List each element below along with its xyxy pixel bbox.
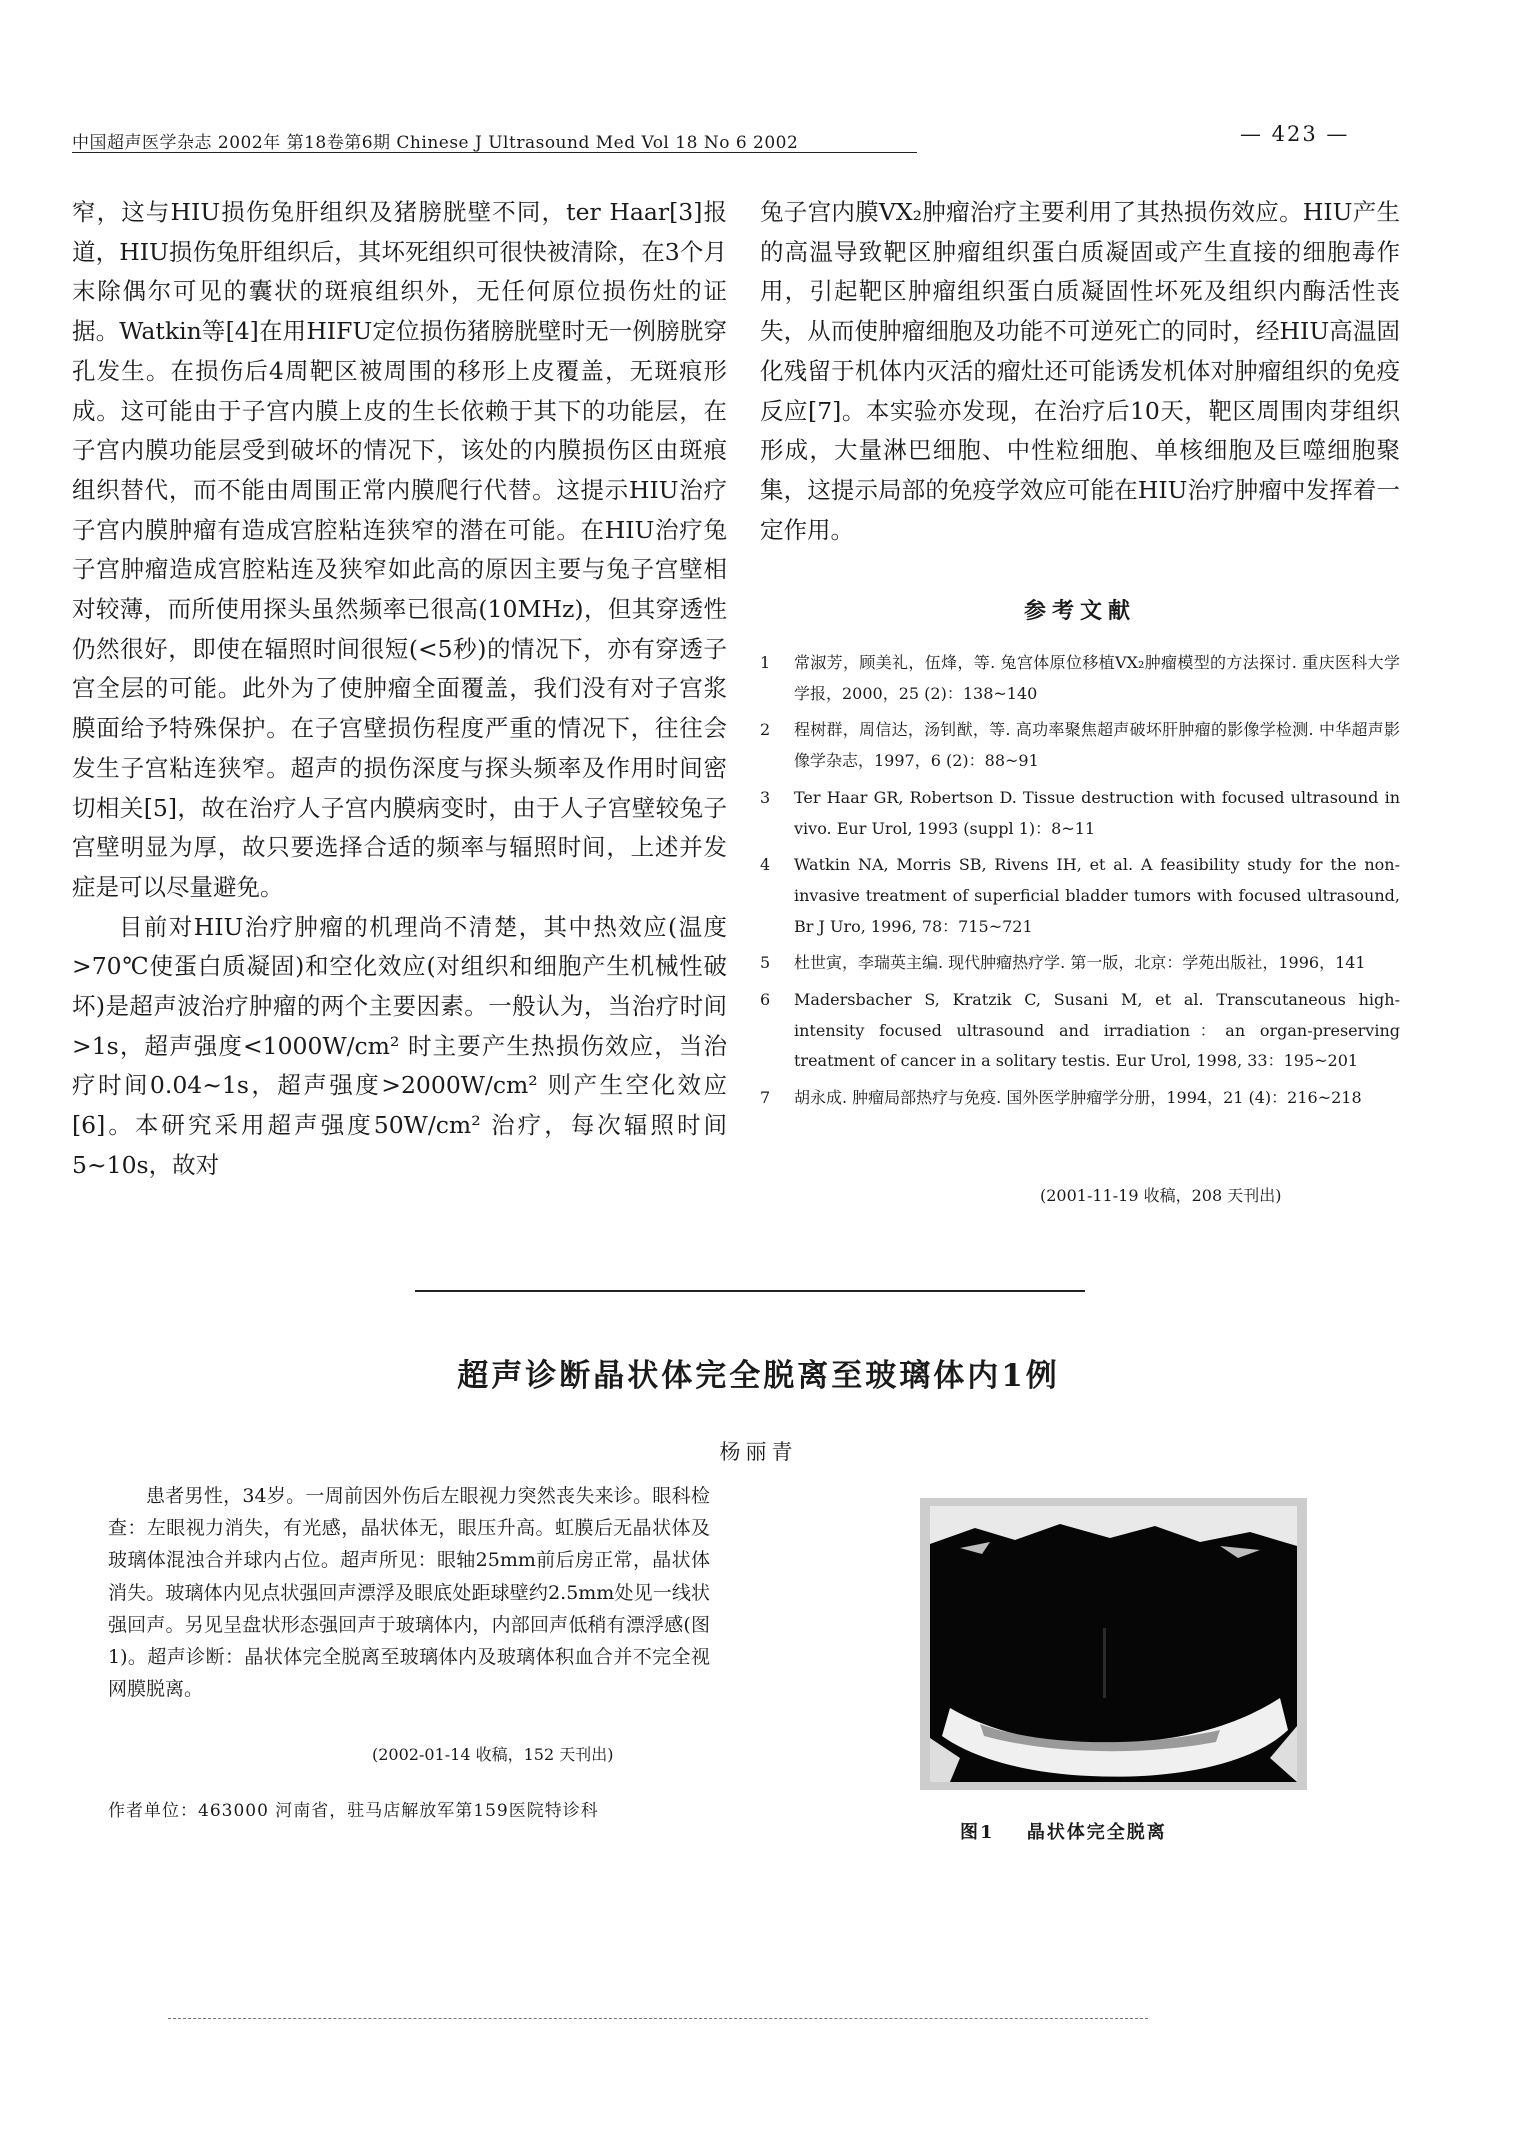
- reference-text: 常淑芳，顾美礼，伍烽，等. 兔宫体原位移植VX₂肿瘤模型的方法探讨. 重庆医科大学学报，2000，25 (2)：138~140: [794, 653, 1400, 703]
- reference-text: 杜世寅，李瑞英主编. 现代肿瘤热疗学. 第一版，北京：学苑出版社，1996，141: [794, 953, 1366, 973]
- reference-item: [760, 783, 1400, 844]
- received-note-2: (2002-01-14 收稿，152 天刊出): [372, 1745, 614, 1764]
- figure-caption: [960, 1818, 1167, 1844]
- reference-text: Madersbacher S, Kratzik C, Susani M, et al. Transcutaneous high-intensity focused ultrasound and irradiation：an organ-preserving treatment of cancer in a solitary testis. Eur Urol, 1998, 33：195~201: [794, 990, 1400, 1071]
- reference-item: [760, 715, 1400, 776]
- running-header: 中国超声医学杂志 2002年 第18卷第6期 Chinese J Ultrasound Med Vol 18 No 6 2002: [72, 133, 799, 153]
- received-note-1: (2001-11-19 收稿，208 天刊出): [1040, 1186, 1282, 1205]
- page-number: — 423 —: [1240, 122, 1350, 146]
- ultrasound-image: [920, 1498, 1307, 1790]
- article-author: 杨丽青: [719, 1440, 798, 1464]
- references-title: 参考文献: [1023, 598, 1136, 624]
- right-paragraph-1: 兔子宫内膜VX₂肿瘤治疗主要利用了其热损伤效应。HIU产生的高温导致靶区肿瘤组织蛋白质凝固或产生直接的细胞毒作用，引起靶区肿瘤组织蛋白质凝固性坏死及组织内酶活性丧失，从而使肿瘤细胞及功能不可逆死亡的同时，经HIU高温固化残留于机体内灭活的瘤灶还可能诱发机体对肿瘤组织的免疫反应[7]。本实验亦发现，在治疗后10天，靶区周围肉芽组织形成，大量淋巴细胞、中性粒细胞、单核细胞及巨噬细胞聚集，这提示局部的免疫学效应可能在HIU治疗肿瘤中发挥着一定作用。: [760, 198, 1400, 544]
- figure-label: 图1: [960, 1822, 995, 1843]
- reference-number: 3: [760, 787, 771, 807]
- footer-rule: [168, 2018, 1148, 2019]
- reference-text: 程树群，周信达，汤钊猷，等. 高功率聚焦超声破坏肝肿瘤的影像学检测. 中华超声影像学杂志，1997，6 (2)：88~91: [794, 720, 1400, 771]
- case-text: 患者男性，34岁。一周前因外伤后左眼视力突然丧失来诊。眼科检查：左眼视力消失，有光感，晶状体无，眼压升高。虹膜后无晶状体及玻璃体混浊合并球内占位。超声所见：眼轴25mm前后房正常，晶状体消失。玻璃体内见点状强回声漂浮及眼底处距球壁约2.5mm处见一线状强回声。另见呈盘状形态强回声于玻璃体内，内部回声低稍有漂浮感(图1)。超声诊断：晶状体完全脱离至玻璃体内及玻璃体积血合并不完全视网膜脱离。: [108, 1485, 710, 1701]
- author-affiliation: 作者单位：463000 河南省，驻马店解放军第159医院特诊科: [108, 1801, 599, 1821]
- reference-item: [760, 648, 1400, 709]
- header-rule: [72, 152, 917, 153]
- reference-text: 胡永成. 肿瘤局部热疗与免疫. 国外医学肿瘤学分册，1994，21 (4)：216~218: [794, 1088, 1362, 1108]
- article-title: 超声诊断晶状体完全脱离至玻璃体内1例: [457, 1358, 1060, 1394]
- right-column: [760, 193, 1400, 550]
- left-paragraph-2: 目前对HIU治疗肿瘤的机理尚不清楚，其中热效应(温度>70℃使蛋白质凝固)和空化效应(对组织和细胞产生机械性破坏)是超声波治疗肿瘤的两个主要因素。一般认为，当治疗时间>1s，超声强度<1000W/cm² 时主要产生热损伤效应，当治疗时间0.04~1s，超声强度>2000W/cm² 则产生空化效应[6]。本研究采用超声强度50W/cm² 治疗，每次辐照时间5~10s，故对: [72, 912, 727, 1179]
- figure-caption-text: 晶状体完全脱离: [1026, 1822, 1167, 1843]
- reference-text: Ter Haar GR, Robertson D. Tissue destruction with focused ultrasound in vivo. Eur Urol, 1993 (suppl 1)：8~11: [794, 787, 1400, 838]
- reference-item: [760, 1083, 1400, 1114]
- reference-number: 5: [760, 953, 771, 973]
- left-paragraph-1: 窄，这与HIU损伤兔肝组织及猪膀胱壁不同，ter Haar[3]报道，HIU损伤兔肝组织后，其坏死组织可很快被清除，在3个月末除偶尔可见的囊状的斑痕组织外，无任何原位损伤灶的证据。Watkin等[4]在用HIFU定位损伤猪膀胱壁时无一例膀胱穿孔发生。在损伤后4周靶区被周围的移形上皮覆盖，无斑痕形成。这可能由于子宫内膜上皮的生长依赖于其下的功能层，在子宫内膜功能层受到破坏的情况下，该处的内膜损伤区由斑痕组织替代，而不能由周围正常内膜爬行代替。这提示HIU治疗子宫内膜肿瘤有造成宫腔粘连狭窄的潜在可能。在HIU治疗兔子宫肿瘤造成宫腔粘连及狭窄如此高的原因主要与兔子宫壁相对较薄，而所使用探头虽然频率已很高(10MHz)，但其穿透性仍然很好，即使在辐照时间很短(<5秒)的情况下，亦有穿透子宫全层的可能。此外为了使肿瘤全面覆盖，我们没有对子宫浆膜面给予特殊保护。在子宫壁损伤程度严重的情况下，往往会发生子宫粘连狭窄。超声的损伤深度与探头频率及作用时间密切相关[5]，故在治疗人子宫内膜病变时，由于人子宫壁较兔子宫壁明显为厚，故只要选择合适的频率与辐照时间，上述并发症是可以尽量避免。: [72, 198, 727, 901]
- reference-number: 4: [760, 855, 771, 875]
- reference-item: [760, 948, 1400, 979]
- reference-text: Watkin NA, Morris SB, Rivens IH, et al. A feasibility study for the non-invasive treatment of superficial bladder tumors with focused ultrasound, Br J Uro, 1996, 78：715~721: [794, 855, 1400, 936]
- reference-number: 7: [760, 1088, 771, 1108]
- reference-item: [760, 850, 1400, 942]
- reference-number: 1: [760, 653, 771, 672]
- case-report: [108, 1480, 710, 1705]
- reference-item: [760, 985, 1400, 1077]
- reference-number: 6: [760, 990, 771, 1010]
- reference-list: [760, 648, 1400, 1114]
- reference-number: 2: [760, 720, 771, 740]
- ultrasound-figure: [920, 1498, 1307, 1790]
- left-column: [72, 193, 727, 1186]
- article-separator: [415, 1290, 1085, 1292]
